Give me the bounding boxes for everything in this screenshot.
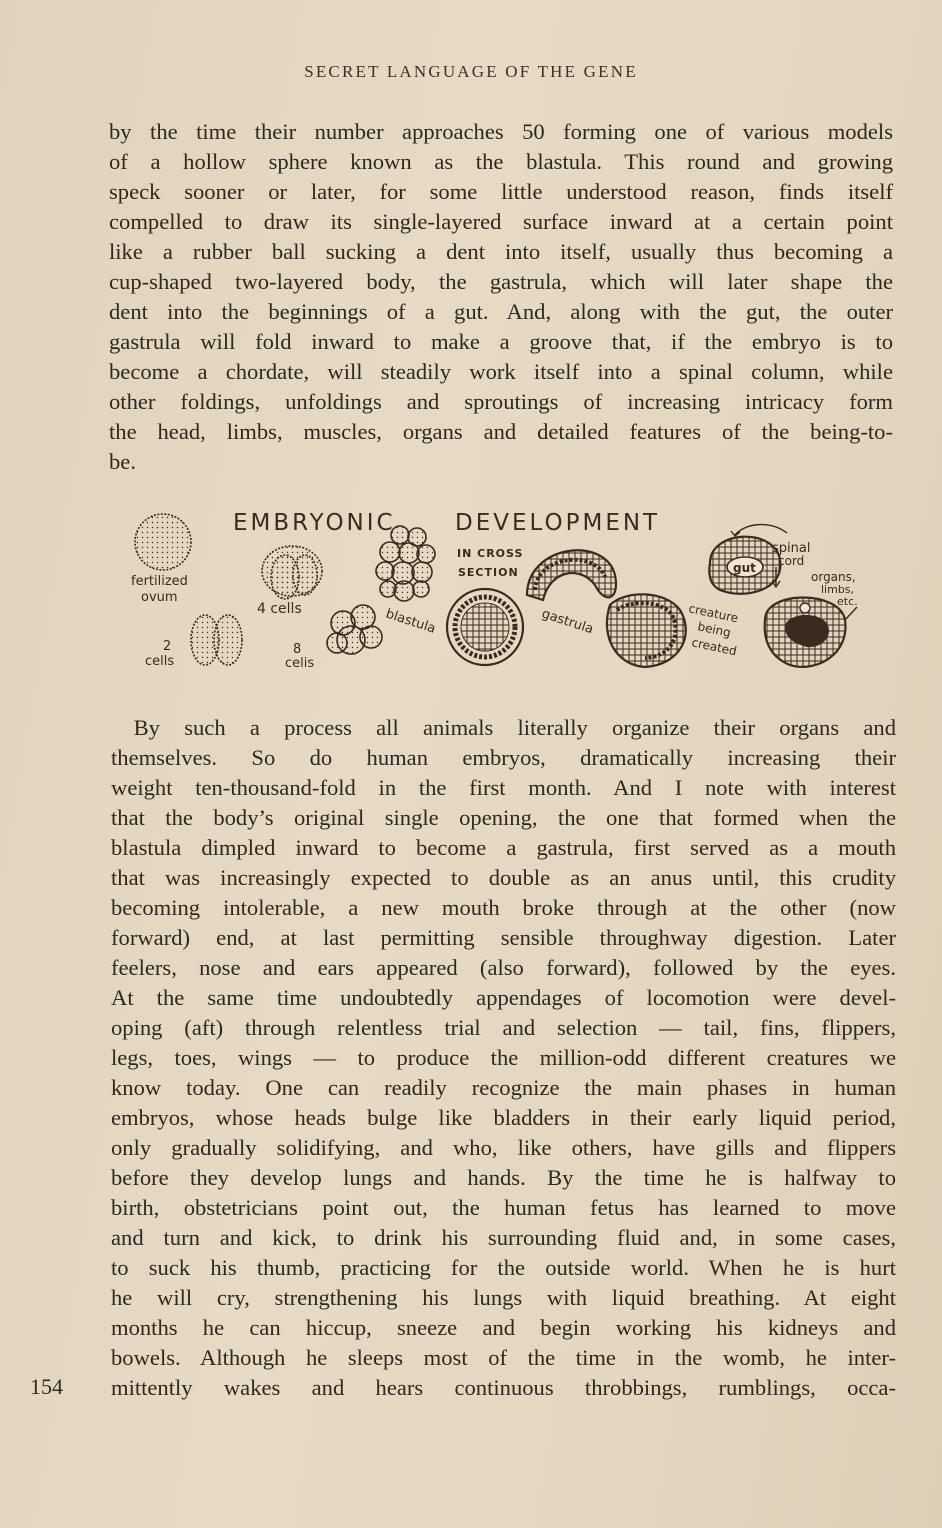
label-two-cells: cells: [145, 654, 175, 669]
text-line: birth, obstetricians point out, the human fetus has learned to move: [111, 1195, 896, 1220]
text-line: feelers, nose and ears appeared (also forward), followed by the eyes.: [111, 955, 896, 980]
label-gastrula: gastrula: [539, 606, 596, 638]
text-line: bowels. Although he sleeps most of the time in the womb, he inter-: [111, 1345, 896, 1370]
label-blastula: blastula: [383, 606, 438, 637]
figure-title-development: DEVELOPMENT: [455, 510, 661, 536]
label-fertilized: fertilized: [131, 574, 188, 589]
text-line: blastula dimpled inward to become a gastrula, first served as a mouth: [111, 835, 896, 860]
text-line: become a chordate, will steadily work itself into a spinal column, while: [109, 359, 893, 384]
text-line: forward) end, at last permitting sensible throughway digestion. Later: [111, 925, 896, 950]
page-number: 154: [30, 1374, 63, 1399]
text-line: of a hollow sphere known as the blastula. This round and growing: [109, 149, 893, 174]
text-line: dent into the beginnings of a gut. And, along with the gut, the outer: [109, 299, 893, 324]
figure-title-embryonic: EMBRYONIC: [233, 510, 396, 536]
text-line: before they develop lungs and hands. By the time he is halfway to: [111, 1165, 896, 1190]
text-line: legs, toes, wings — to produce the million-odd different creatures we: [111, 1045, 896, 1070]
embryonic-development-figure: [125, 505, 885, 685]
text-line: only gradually solidifying, and who, like others, have gills and flippers: [111, 1135, 896, 1160]
arrow-spinal-to-gut: [731, 525, 787, 536]
blastula-section-drawing: [447, 589, 523, 665]
text-line: cup-shaped two-layered body, the gastrula, which will later shape the: [109, 269, 893, 294]
four-cells-drawing: [262, 546, 322, 599]
text-line: by the time their number approaches 50 forming one of various models: [109, 119, 893, 144]
label-two: 2: [163, 639, 172, 654]
paragraph-1: [109, 117, 893, 477]
text-line: that was increasingly expected to double as an anus until, this crudity: [111, 865, 896, 890]
label-four-cells: 4 cells: [257, 601, 302, 617]
creature-section-drawing: [765, 598, 846, 667]
label-etc: etc.: [837, 595, 858, 608]
label-created: created: [690, 635, 739, 659]
text-line: other foldings, unfoldings and sproutings of increasing intricacy form: [109, 389, 893, 414]
arrow-organs: [845, 607, 857, 620]
label-eight-cells: celis: [285, 656, 315, 671]
text-line: he will cry, strengthening his lungs with liquid breathing. At eight: [111, 1285, 896, 1310]
text-line: At the same time undoubtedly appendages of locomotion were devel-: [111, 985, 896, 1010]
text-line: oping (aft) through relentless trial and selection — tail, fins, flippers,: [111, 1015, 896, 1040]
label-spinal: spinal: [772, 541, 811, 556]
label-creature: creature: [687, 601, 740, 626]
text-line: like a rubber ball sucking a dent into itself, usually thus becoming a: [109, 239, 893, 264]
text-line: themselves. So do human embryos, dramatically increasing their: [111, 745, 896, 770]
figure-illustration: [125, 505, 885, 685]
label-organs: organs,: [811, 570, 856, 584]
text-line: that the body’s original single opening, the one that formed when the: [111, 805, 896, 830]
two-cells-drawing: [191, 615, 242, 665]
text-line: months he can hiccup, sneeze and begin working his kidneys and: [111, 1315, 896, 1340]
text-line: speck sooner or later, for some little understood reason, finds itself: [109, 179, 893, 204]
text-line: becoming intolerable, a new mouth broke through at the other (now: [111, 895, 896, 920]
text-line: to suck his thumb, practicing for the outside world. When he is hurt: [111, 1255, 896, 1280]
label-gut: gut: [733, 561, 756, 575]
label-limbs: limbs,: [821, 583, 855, 596]
label-in-cross: IN CROSS: [457, 547, 524, 560]
label-cord: cord: [778, 554, 805, 568]
eight-cells-drawing: [327, 605, 382, 654]
label-ovum: ovum: [141, 590, 178, 605]
gastrula-lower-drawing: [607, 594, 686, 667]
gastrula-section-drawing: [527, 550, 616, 600]
text-line: weight ten-thousand-fold in the first month. And I note with interest: [111, 775, 896, 800]
text-line: By such a process all animals literally organize their organs and: [111, 715, 896, 740]
paragraph-2: [111, 713, 896, 1403]
label-being: being: [696, 619, 733, 640]
text-line: the head, limbs, muscles, organs and detailed features of the being-to-: [109, 419, 893, 444]
text-line: gastrula will fold inward to make a groove that, if the embryo is to: [109, 329, 893, 354]
label-section: SECTION: [458, 566, 519, 579]
label-eight: 8: [293, 642, 302, 657]
running-head: SECRET LANGUAGE OF THE GENE: [304, 62, 638, 81]
blastula-exterior-drawing: [376, 526, 435, 601]
text-line: mittently wakes and hears continuous throbbings, rumblings, occa-: [111, 1375, 896, 1400]
text-line: know today. One can readily recognize the main phases in human: [111, 1075, 896, 1100]
text-line: be.: [109, 449, 136, 474]
text-line: compelled to draw its single-layered surface inward at a certain point: [109, 209, 893, 234]
text-line: embryos, whose heads bulge like bladders in their early liquid period,: [111, 1105, 896, 1130]
text-line: and turn and kick, to drink his surrounding fluid and, in some cases,: [111, 1225, 896, 1250]
ovum-drawing: [135, 514, 191, 570]
